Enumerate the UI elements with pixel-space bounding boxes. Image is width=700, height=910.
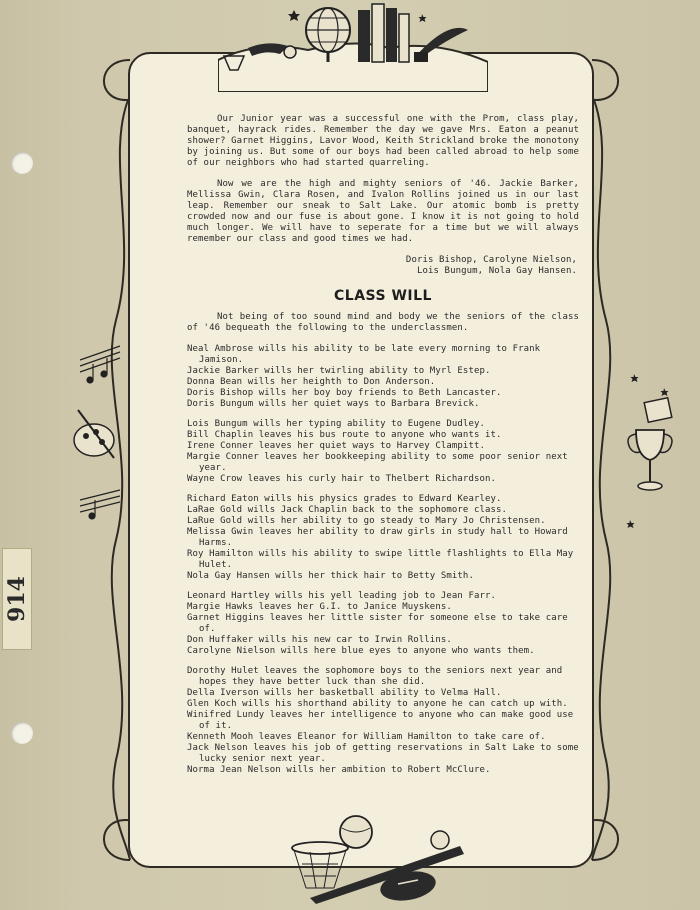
music-palette-illustration [70, 340, 130, 530]
will-entry: Jackie Barker wills her twirling ability to Myrl Estep. [187, 366, 491, 376]
paint-palette-icon [74, 410, 114, 458]
intro-paragraph-1: Our Junior year was a successful one with the Prom, class play, banquet, hayrack rides. Remember the day we gave Mrs. Eaton a peanut shower? Garnet Higgins, Lavor Wood, Keith Strickland broke the monotony by joining us. But some of our boys had been called abroad to help some of our neighbors who had started quarreling. [187, 114, 579, 168]
page-number-tab [2, 548, 32, 650]
will-entry: LaRue Gold wills her ability to go steady to Mary Jo Christensen. [187, 516, 546, 526]
will-entry: Margie Hawks leaves her G.I. to Janice Muyskens. [187, 602, 452, 612]
will-entry: Garnet Higgins leaves her little sister for someone else to take care of. [187, 613, 568, 634]
will-entry: Della Iverson wills her basketball ability to Velma Hall. [187, 688, 502, 698]
will-entry: Wayne Crow leaves his curly hair to Thelbert Richardson. [187, 474, 497, 484]
books-icon [358, 4, 409, 62]
page-text [187, 114, 579, 785]
will-entry: Nola Gay Hansen wills her thick hair to Betty Smith. [187, 571, 474, 581]
will-group-1 [187, 344, 579, 410]
will-entry: Norma Jean Nelson wills her ambition to Robert McClure. [187, 765, 491, 775]
will-entry: Kenneth Mooh leaves Eleanor for William Hamilton to take care of. [187, 732, 546, 742]
will-entry: Winifred Lundy leaves her intelligence to anyone who can make good use of it. [187, 710, 574, 731]
will-group-3 [187, 494, 579, 582]
will-group-2 [187, 419, 579, 485]
will-entry: Jack Nelson leaves his job of getting reservations in Salt Lake to some lucky senior next year. [187, 743, 579, 764]
baseball-icon [431, 831, 449, 849]
signature-line-1: Doris Bishop, Carolyne Nielson, [405, 255, 577, 265]
will-entry: Donna Bean wills her heighth to Don Anderson. [187, 377, 436, 387]
will-entry: Richard Eaton wills his physics grades to Edward Kearley. [187, 494, 502, 504]
will-entry: Roy Hamilton wills his ability to swipe little flashlights to Ella May Hulet. [187, 549, 574, 570]
will-entry: Dorothy Hulet leaves the sophomore boys to the seniors next year and hopes they have better luck than she did. [187, 666, 563, 687]
will-entry: Melissa Gwin leaves her ability to draw girls in study hall to Howard Harms. [187, 527, 568, 548]
will-entry: Doris Bungum wills her quiet ways to Barbara Brevick. [187, 399, 480, 409]
will-entry: LaRae Gold wills Jack Chaplin back to the sophomore class. [187, 505, 508, 515]
binder-hole [11, 152, 33, 174]
will-entry: Carolyne Nielson wills here blue eyes to anyone who wants them. [187, 646, 535, 656]
trophy-illustration [620, 370, 680, 540]
sports-illustration [280, 808, 500, 910]
will-entry: Lois Bungum wills her typing ability to Eugene Dudley. [187, 419, 485, 429]
will-intro: Not being of too sound mind and body we the seniors of the class of '46 bequeath the following to the underclassmen. [187, 312, 579, 333]
books-globe-illustration [218, 0, 488, 92]
ball-icon [340, 816, 372, 848]
will-entry: Margie Conner leaves her bookkeeping ability to some poor senior next year. [187, 452, 568, 473]
will-entry: Neal Ambrose wills his ability to be late every morning to Frank Jamison. [187, 344, 541, 365]
binder-hole [11, 722, 33, 744]
will-entry: Bill Chaplin leaves his bus route to anyone who wants it. [187, 430, 502, 440]
page-number: 914 [4, 576, 30, 622]
will-entry: Glen Koch wills his shorthand ability to anyone he can catch up with. [187, 699, 568, 709]
will-group-5 [187, 666, 579, 776]
will-entry: Irene Conner leaves her quiet ways to Harvey Clampitt. [187, 441, 485, 451]
intro-paragraph-2: Now we are the high and mighty seniors of '46. Jackie Barker, Mellissa Gwin, Clara Rosen, and Ivalon Rollins joined us in our last leap. Remember our sneak to Salt Lake. Our atomic bomb is pretty crowded now and our fuse is about gone. I know it is not going to hold much longer. We will have to seperate for a time but we will always remember our class and good times we had. [187, 179, 579, 244]
will-entry: Don Huffaker wills his new car to Irwin Rollins. [187, 635, 452, 645]
will-entry: Leonard Hartley wills his yell leading job to Jean Farr. [187, 591, 497, 601]
will-entry: Doris Bishop wills her boy boy friends to Beth Lancaster. [187, 388, 502, 398]
section-title: CLASS WILL [334, 288, 432, 304]
will-group-4 [187, 591, 579, 657]
signature-line-2: Lois Bungum, Nola Gay Hansen. [416, 266, 577, 276]
trophy-icon [628, 398, 672, 490]
music-notes-icon [80, 346, 120, 383]
